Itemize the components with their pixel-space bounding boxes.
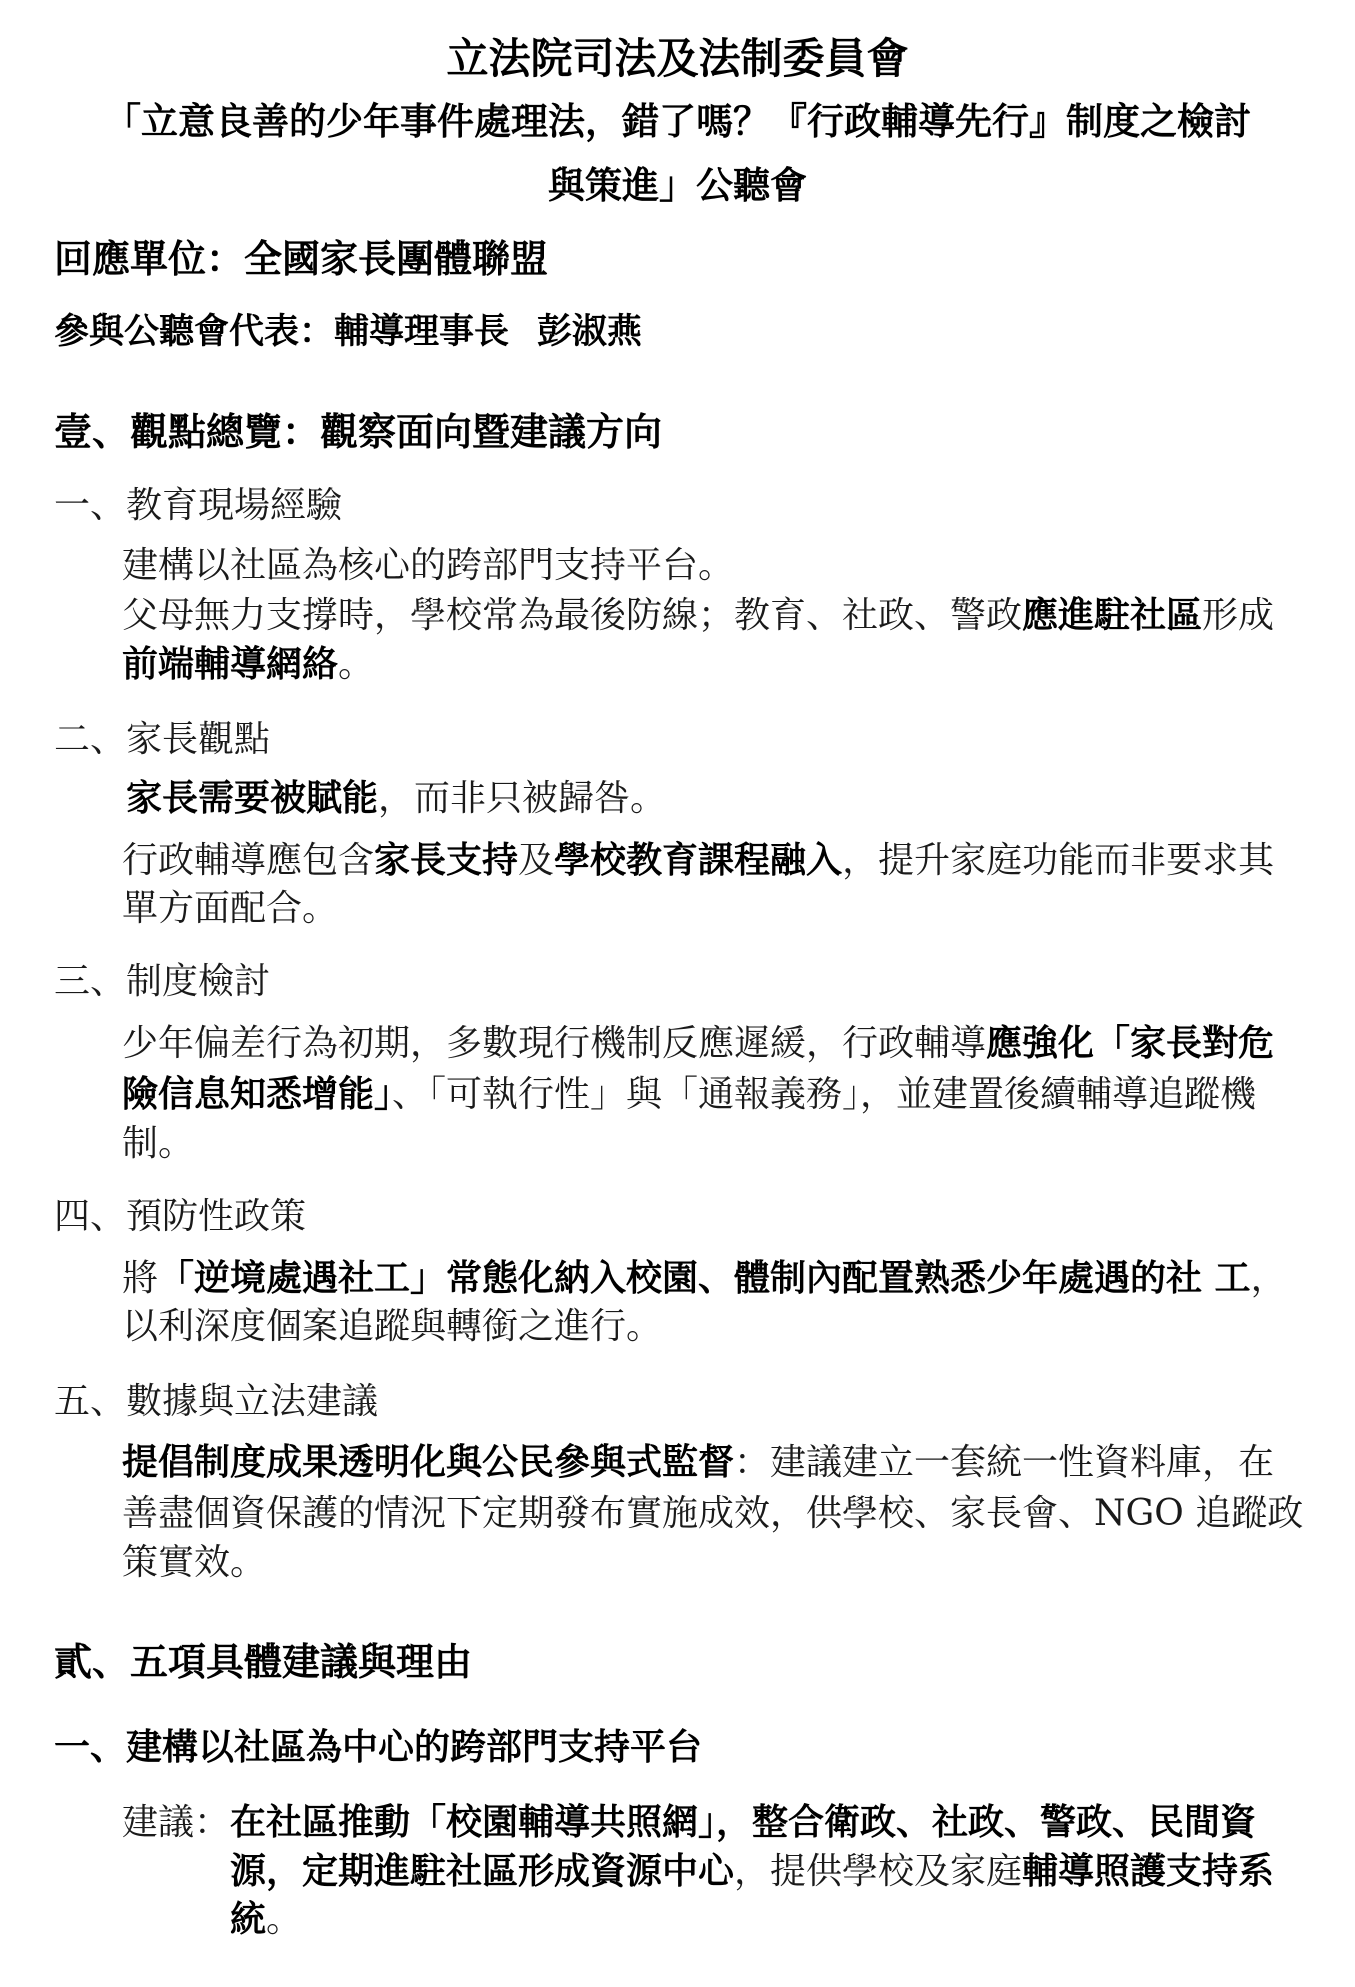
section-heading: 二、家長觀點 <box>54 719 271 760</box>
emphasis-text: 源，定期進駐社區形成資源中心 <box>230 1851 735 1892</box>
committee-title: 立法院司法及法制委員會 <box>446 34 909 83</box>
body-text: ，提供學校及家庭 <box>734 1851 1023 1892</box>
body-text: 及 <box>518 840 555 881</box>
emphasis-text: 應進駐社區 <box>1022 595 1203 636</box>
body-text: 善盡個資保護的情況下定期發布實施成效，供學校、家長會、NGO 追蹤政 <box>122 1493 1304 1534</box>
paragraph-line <box>122 1018 1274 1068</box>
paragraph-line <box>122 1488 1303 1538</box>
paragraph-line <box>122 835 1274 885</box>
section-heading: 一、建構以社區為中心的跨部門支持平台 <box>54 1727 703 1768</box>
respondent-unit: 回應單位：全國家長團體聯盟 <box>54 237 549 281</box>
body-text: 建構以社區為核心的跨部門支持平台。 <box>122 545 735 586</box>
body-text: 策實效。 <box>122 1542 267 1583</box>
paragraph-line <box>122 540 734 590</box>
body-text: 。 <box>266 1899 303 1940</box>
representative: 參與公聽會代表：輔導理事長 彭淑燕 <box>54 312 642 352</box>
section-heading: 一、教育現場經驗 <box>54 485 343 526</box>
emphasis-text: 在社區推動「校園輔導共照網」，整合衛政、社政、警政、民間資 <box>230 1802 1257 1843</box>
body-text: 少年偏差行為初期，多數現行機制反應遲緩，行政輔導 <box>122 1023 987 1064</box>
emphasis-text: 學校教育課程融入 <box>554 840 843 881</box>
body-text: 、「可執行性」與「通報義務」，並建置後續輔導追蹤機 <box>392 1074 1257 1115</box>
paragraph-line <box>122 590 1274 640</box>
body-text: ， <box>1250 1258 1287 1299</box>
emphasis-text: 統 <box>230 1899 267 1940</box>
body-text: 。 <box>338 644 375 685</box>
part-one-heading: 壹、觀點總覽：觀察面向暨建議方向 <box>54 410 663 454</box>
body-text: ，而非只被歸咎。 <box>378 778 667 819</box>
suggestion-label: 建議： <box>122 1802 231 1843</box>
hearing-title-line: 「立意良善的少年事件處理法，錯了嗎？『行政輔導先行』制度之檢討 <box>104 100 1251 143</box>
emphasis-text: 家長支持 <box>374 840 519 881</box>
paragraph-line <box>122 1301 662 1351</box>
body-text: 單方面配合。 <box>122 888 339 929</box>
paragraph-line <box>122 1253 1287 1303</box>
paragraph-line <box>122 1118 194 1168</box>
body-text: 以利深度個案追蹤與轉銜之進行。 <box>122 1306 663 1347</box>
body-text: ：建議建立一套統一性資料庫，在 <box>734 1442 1275 1483</box>
body-text: 父母無力支撐時，學校常為最後防線；教育、社政、警政 <box>122 595 1023 636</box>
emphasis-text: 前端輔導網絡 <box>122 644 339 685</box>
body-text: 將 <box>122 1258 159 1299</box>
part-two-heading: 貳、五項具體建議與理由 <box>54 1640 473 1684</box>
paragraph-line <box>230 1846 1274 1896</box>
emphasis-text: 險信息知悉增能」 <box>122 1074 393 1115</box>
paragraph-line <box>122 639 374 689</box>
paragraph-line <box>126 773 666 823</box>
paragraph-line <box>122 1069 1256 1119</box>
section-heading: 三、制度檢討 <box>54 961 271 1002</box>
body-text: ，提升家庭功能而非要求其 <box>842 840 1275 881</box>
emphasis-text: 輔導照護支持系 <box>1022 1851 1275 1892</box>
emphasis-text: 「逆境處遇社工」常態化納入校園、體制內配置熟悉少年處遇的社 工 <box>158 1258 1251 1299</box>
body-text: 制。 <box>122 1123 195 1164</box>
hearing-title-line: 與策進」公聽會 <box>548 164 807 207</box>
body-text: 形成 <box>1202 595 1275 636</box>
emphasis-text: 家長需要被賦能 <box>126 778 379 819</box>
paragraph-line <box>230 1894 302 1944</box>
paragraph-line <box>122 1437 1274 1487</box>
paragraph-line <box>122 1797 1256 1847</box>
paragraph-line <box>122 883 338 933</box>
section-heading: 五、數據與立法建議 <box>54 1381 379 1422</box>
emphasis-text: 提倡制度成果透明化與公民參與式監督 <box>122 1442 735 1483</box>
emphasis-text: 應強化「家長對危 <box>986 1023 1275 1064</box>
body-text: 行政輔導應包含 <box>122 840 375 881</box>
section-heading: 四、預防性政策 <box>54 1196 307 1237</box>
paragraph-line <box>122 1537 266 1587</box>
